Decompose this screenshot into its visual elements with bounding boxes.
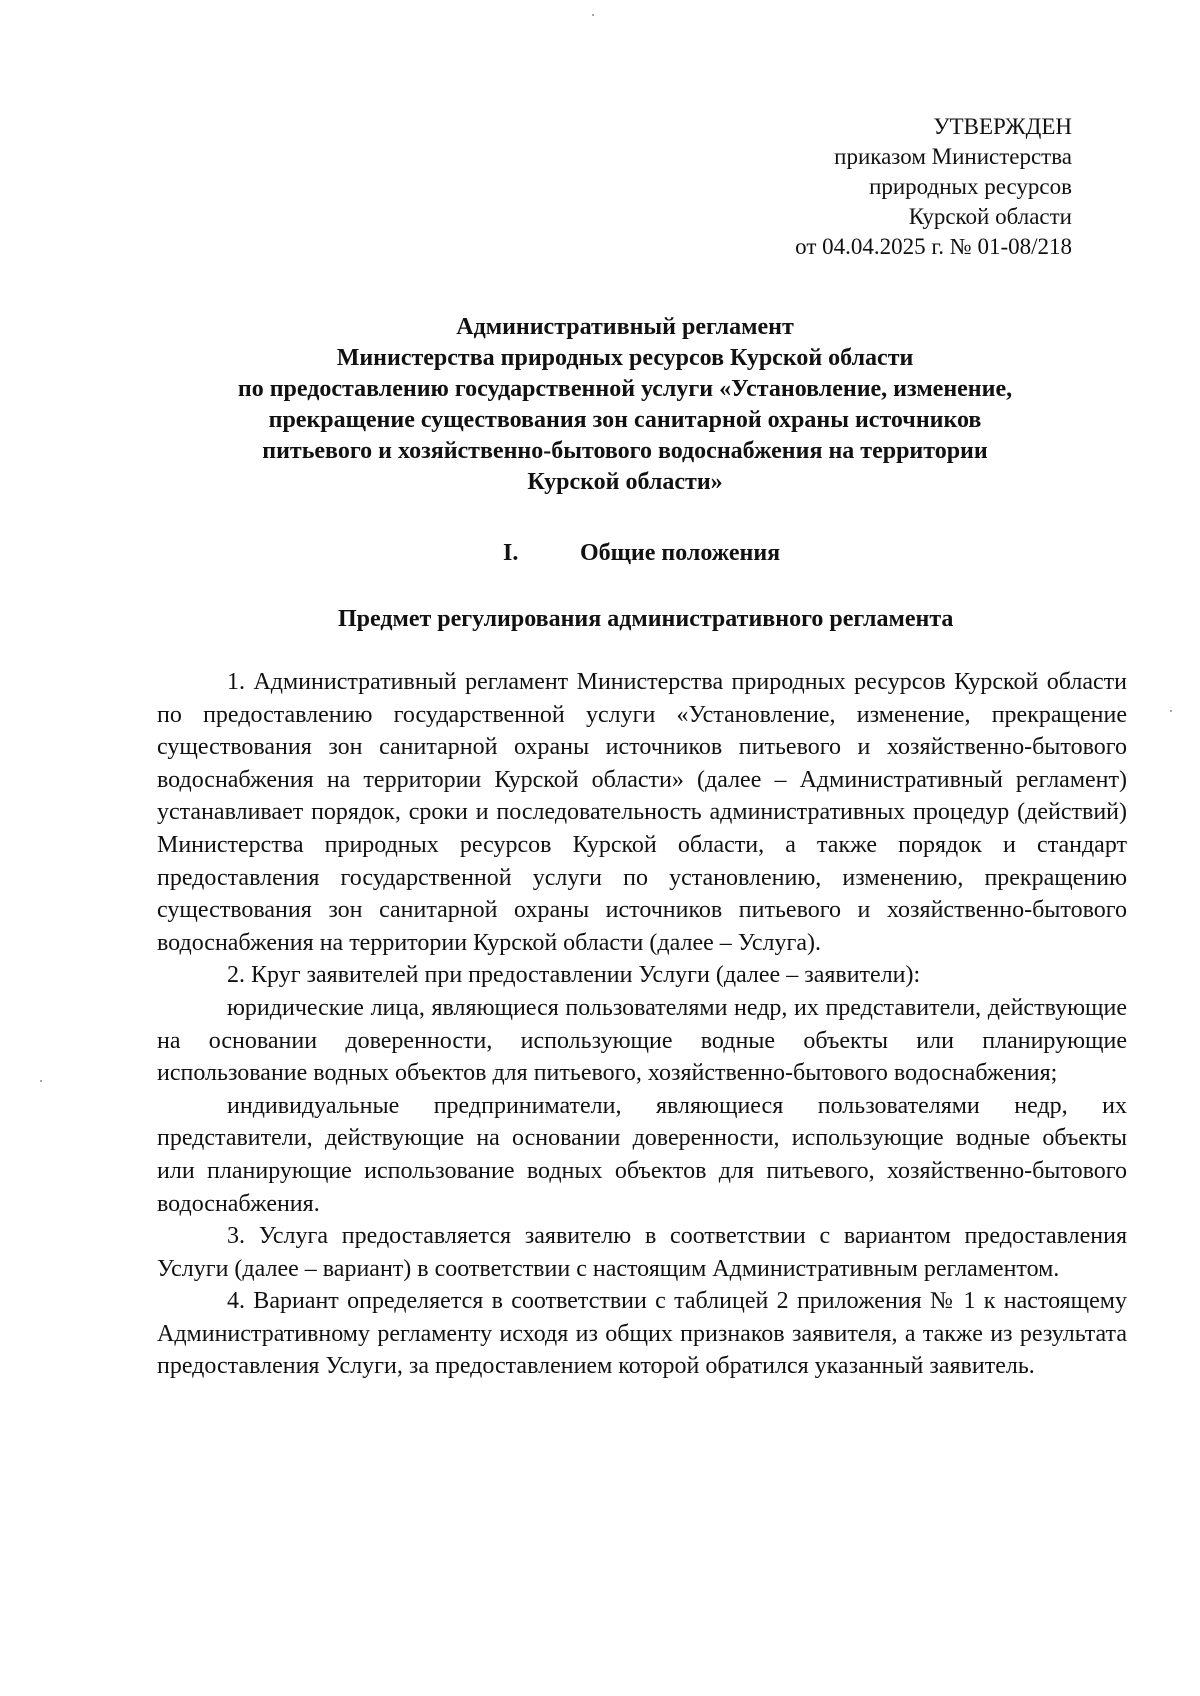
scan-speck [1170, 710, 1172, 712]
scan-speck [592, 14, 594, 16]
paragraph-applicants-entrepreneurs: индивидуальные предприниматели, являющиеся пользователями недр, их представители, действующие на основании доверенности, использующие водные объекты или планирующие использование водных объектов для питьевого, хозяйственно-бытового водоснабжения. [157, 1092, 1127, 1217]
title-line: прекращение существования зон санитарной охраны источников [268, 407, 982, 433]
paragraph-applicants-legal: юридические лица, являющиеся пользователями недр, их представители, действующие на основании доверенности, использующие водные объекты или планирующие использование водных объектов для питьевого, хозяйственно-бытового водоснабжения; [157, 994, 1127, 1087]
scan-speck [40, 1080, 42, 1082]
title-line: Административный регламент [456, 314, 794, 340]
subsection-heading: Предмет регулирования административного регламента [338, 606, 954, 632]
approval-line-ministry: природных ресурсов [869, 174, 1072, 199]
title-line: по предоставлению государственной услуги «Установление, изменение, [237, 376, 1013, 402]
section-number: I. [503, 540, 519, 566]
title-line: питьевого и хозяйственно-бытового водоснабжения на территории [262, 438, 988, 464]
document-title [150, 312, 1100, 498]
paragraph-item-3: 3. Услуга предоставляется заявителю в соответствии с вариантом предоставления Услуги (далее – вариант) в соответствии с настоящим Административным регламентом. [157, 1223, 1127, 1282]
title-line: Министерства природных ресурсов Курской области [336, 345, 914, 371]
paragraph-item-4: 4. Вариант определяется в соответствии с таблицей 2 приложения № 1 к настоящему Административному регламенту исходя из общих признаков заявителя, а также из результата предоставления Услуги, за предоставлением которой обратился указанный заявитель. [157, 1288, 1127, 1380]
approval-stamp-block [795, 112, 1072, 262]
approval-line-order: приказом Министерства [834, 144, 1072, 169]
approval-line-region: Курской области [908, 204, 1072, 229]
approval-line-approved: УТВЕРЖДЕН [933, 114, 1072, 139]
section-title: Общие положения [580, 540, 781, 566]
approval-line-date-number: от 04.04.2025 г. № 01-08/218 [795, 234, 1072, 259]
paragraph-item-1: 1. Административный регламент Министерства природных ресурсов Курской области по предоставлению государственной услуги «Установление, изменение, прекращение существования зон санитарной охраны источников питьевого и хозяйственно-бытового водоснабжения на территории Курской области» (далее – Административный регламент) устанавливает порядок, сроки и последовательность административных процедур (действий) Министерства природных ресурсов Курской области, а также порядок и стандарт предоставления государственной услуги по установлению, изменению, прекращению существования зон санитарной охраны источников питьевого и хозяйственно-бытового водоснабжения на территории Курской области (далее – Услуга). [157, 669, 1127, 956]
document-body [157, 666, 1127, 1383]
title-line: Курской области» [527, 469, 723, 495]
paragraph-item-2: 2. Круг заявителей при предоставлении Услуги (далее – заявители): [227, 962, 921, 989]
